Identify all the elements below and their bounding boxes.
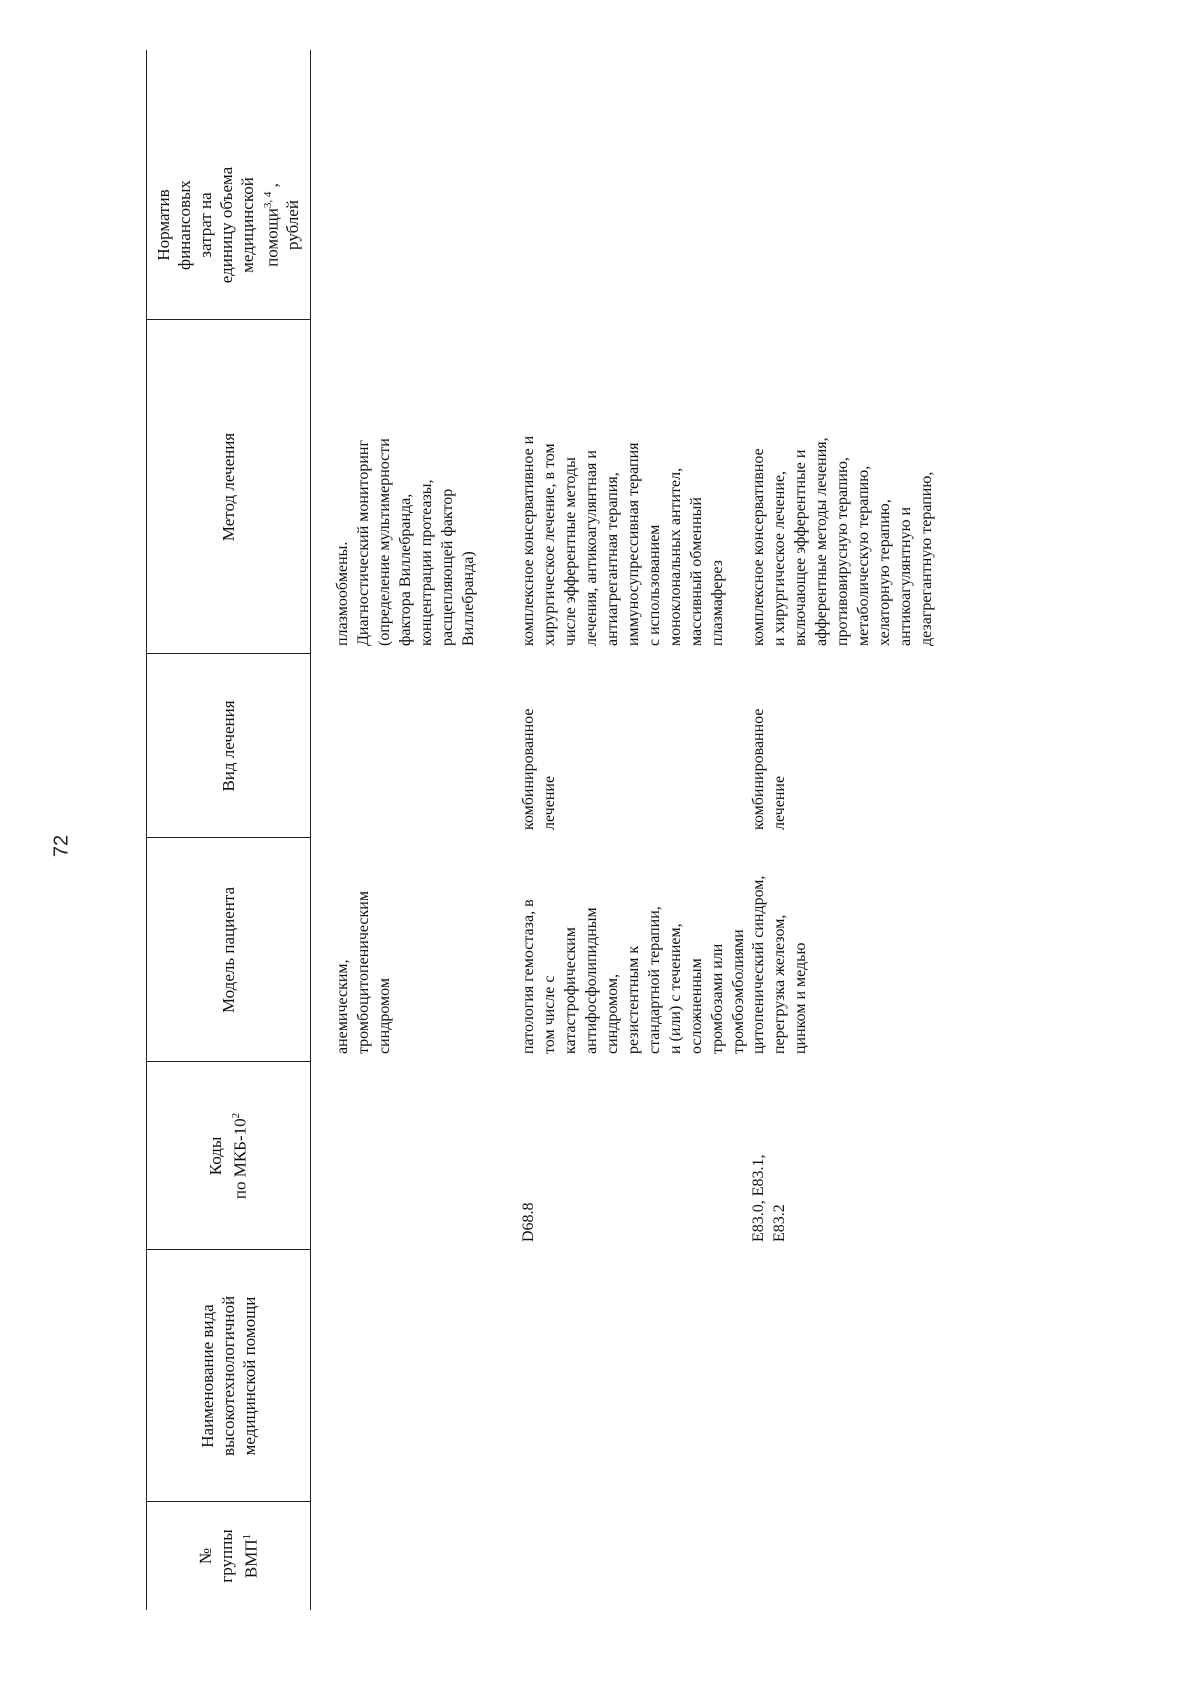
- header-group-number: № группы ВМП$^1$: [195, 1529, 261, 1583]
- page-number: 72: [50, 834, 73, 858]
- row1-treatment-method: плазмообмены. Диагностический мониторинг (определение мультимерности фактора Виллебранда, концентрации протеазы, расщепляющей фактор Виллебранда): [334, 438, 477, 646]
- header-treatment-type: Вид лечения: [218, 700, 238, 792]
- header-bottom-rule: [310, 50, 311, 1610]
- row3-treatment-method: комплексное консервативное и хирургическое лечение, включающее эфферентные и афферентные методы лечения, противовирусную терапию, метаболическую терапию, хелаторную терапию, антикоагулянтную и дезагрегантную терапию,: [750, 437, 935, 646]
- header-treatment-method: Метод лечения: [218, 432, 238, 542]
- row3-patient-model: цитопенический синдром, перегрузка железом, цинком и медью: [750, 875, 809, 1054]
- header-icd-codes: Коды по МКБ-$10^2$: [206, 1112, 250, 1200]
- header-cost-norm: Норматив финансовых затрат на единицу объема медицинской помощи$^{3, 4}$ , рублей: [153, 166, 303, 284]
- row2-icd-codes: D68.8: [520, 1202, 537, 1242]
- header-patient-model: Модель пациента: [218, 886, 238, 1014]
- row2-patient-model: патология гемостаза, в том числе с катастрофическим антифосфолипидным синдромом, резистентным к стандартной терапии, и (или) с течением, осложненным тромбозами или тромбоэмболиями: [520, 899, 747, 1054]
- header-vmp-name: Наименование вида высокотехнологичной медицинской помощи: [197, 1295, 259, 1457]
- row2-treatment-method: комплексное консервативное и хирургическое лечение, в том числе эфферентные методы лечения, антикоагулянтная и антиагрегантная терапия, иммуносупрессивная терапия с использованием моноклональных антител, массивный обменный плазмаферез: [520, 435, 726, 646]
- row3-treatment-type: комбинированное лечение: [750, 708, 788, 830]
- row3-icd-codes: E83.0, E83.1, E83.2: [750, 1154, 788, 1242]
- row2-treatment-type: комбинированное лечение: [520, 708, 558, 830]
- row1-patient-model: анемическим, тромбоцитопеническим синдромом: [334, 891, 393, 1054]
- rotated-table: [146, 50, 986, 1610]
